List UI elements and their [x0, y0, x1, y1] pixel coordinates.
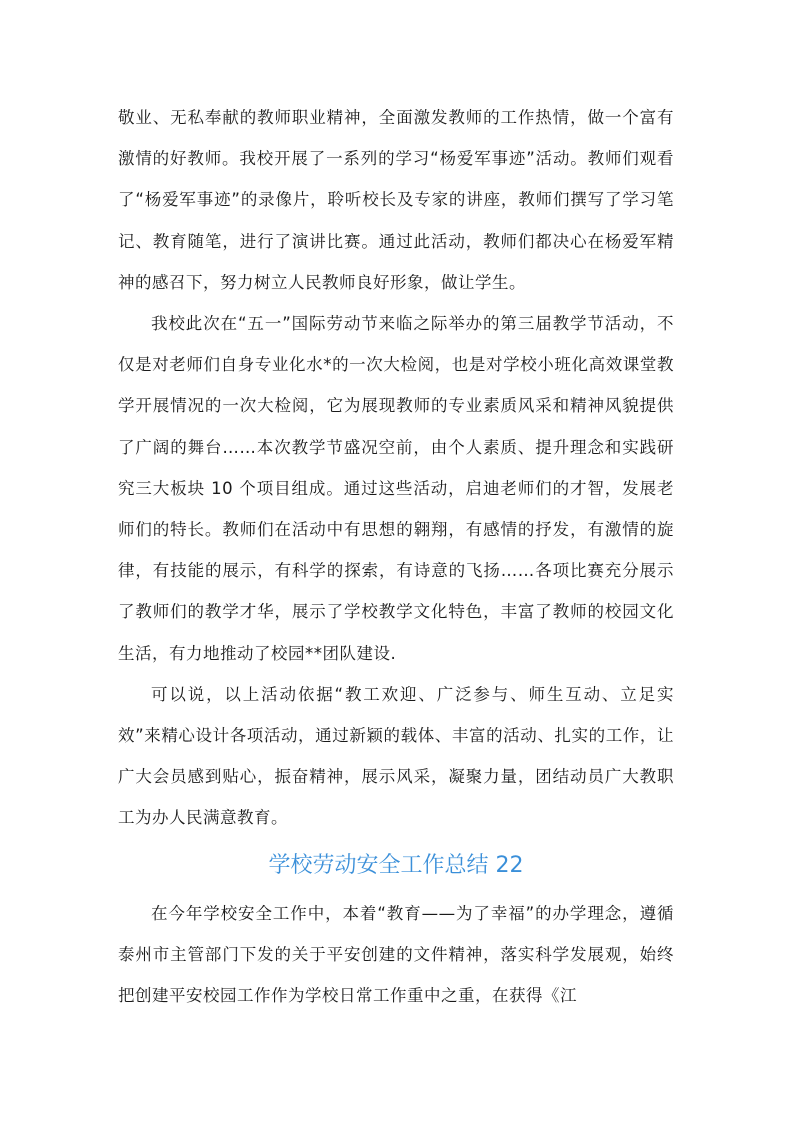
paragraph-teaching-festival: 我校此次在“五一”国际劳动节来临之际举办的第三届教学节活动，不仅是对老师们自身专业化水*的一次大检阅，也是对学校小班化高效课堂教学开展情况的一次大检阅，它为展现教师的专业素质风采和精神风貌提供了广阔的舞台……本次教学节盛况空前，由个人素质、提升理念和实践研究三大板块 10 个项目组成。通过这些活动，启迪老师们的才智，发展老师们的特长。教师们在活动中有思想的翱翔，有感情的抒发，有激情的旋律，有技能的展示，有科学的探索，有诗意的飞扬……各项比赛充分展示了教师们的教学才华，展示了学校教学文化特色，丰富了教师的校园文化生活，有力地推动了校园**团队建设. [118, 314, 674, 663]
paragraph-activity-summary: 可以说，以上活动依据“教工欢迎、广泛参与、师生互动、立足实效”来精心设计各项活动，通过新颖的载体、丰富的活动、扎实的工作，让广大会员感到贴心，振奋精神，展示风采，凝聚力量，团结动员广大教职工为办人民满意教育。 [118, 684, 674, 828]
document-page [118, 97, 674, 1016]
paragraph-safety-work: 在今年学校安全工作中，本着“教育——为了幸福”的办学理念，遵循泰州市主管部门下发的关于平安创建的文件精神，落实科学发展观，始终把创建平安校园工作作为学校日常工作重中之重，在获得《江 [118, 903, 674, 1006]
section-heading: 学校劳动安全工作总结 22 [268, 852, 524, 878]
paragraph-teacher-spirit: 敬业、无私奉献的教师职业精神，全面激发教师的工作热情，做一个富有激情的好教师。我校开展了一系列的学习“杨爱军事迹”活动。教师们观看了“杨爱军事迹”的录像片，聆听校长及专家的讲座，教师们撰写了学习笔记、教育随笔，进行了演讲比赛。通过此活动，教师们都决心在杨爱军精神的感召下，努力树立人民教师良好形象，做让学生。 [118, 108, 674, 292]
